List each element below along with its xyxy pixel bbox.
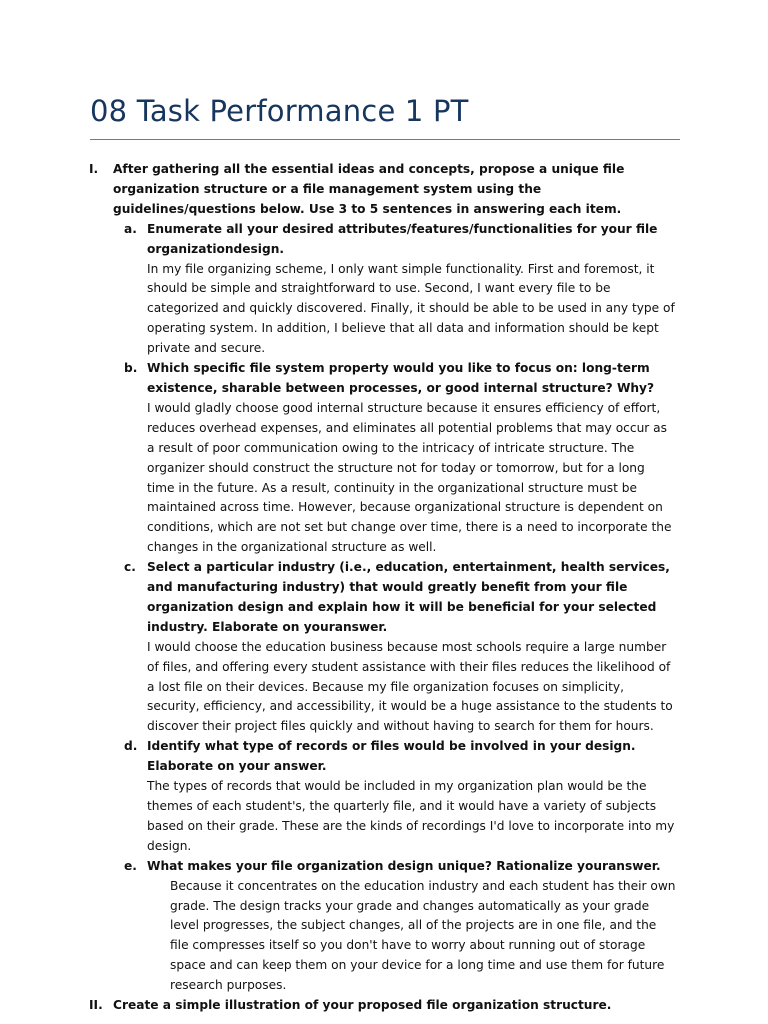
item-c-marker: c. <box>124 560 136 575</box>
section-i-items <box>0 220 768 996</box>
item-c-question: Select a particular industry (i.e., education, entertainment, health services, and manufacturing industry) that would greatly benefit from your file organization design and explain how it will be beneficial for your selected industry. Elaborate on youranswer. <box>147 560 670 634</box>
item-a-answer: In my file organizing scheme, I only want simple functionality. First and foremost, it should be simple and straightforward to use. Second, I want every file to be categorized and quickly discovered. Finally, it should be able to be used in any type of operating system. In addition, I believe that all data and information should be kept private and secure. <box>147 261 675 356</box>
item-a-question: Enumerate all your desired attributes/features/functionalities for your file organizationdesign. <box>147 221 658 256</box>
document-body <box>0 160 768 1016</box>
item-e-question: What makes your file organization design unique? Rationalize youranswer. <box>147 858 661 873</box>
list-item-b <box>0 359 768 558</box>
item-e-marker: e. <box>124 858 137 873</box>
list-item-a <box>0 220 768 359</box>
list-item-c <box>0 558 768 737</box>
title-underline <box>90 139 680 140</box>
section-i-prompt: After gathering all the essential ideas and concepts, propose a unique file organization structure or a file management system using the guidelines/questions below. Use 3 to 5 sentences in answering each item. <box>113 162 625 216</box>
section-ii-marker: II. <box>89 998 103 1013</box>
item-d-question: Identify what type of records or files would be involved in your design. Elaborate on your answer. <box>147 739 636 774</box>
item-c-answer: I would choose the education business because most schools require a large number of files, and offering every student assistance with their files reduces the likelihood of a lost file on their devices. Because my file organization focuses on simplicity, security, efficiency, and accessibility, it would be a huge assistance to the students to discover their project files quickly and without having to search for them for hours. <box>147 639 673 734</box>
item-b-marker: b. <box>124 361 138 376</box>
list-item-d <box>0 737 768 856</box>
item-d-marker: d. <box>124 739 138 754</box>
section-ii <box>0 996 768 1016</box>
section-i-marker: I. <box>89 162 99 176</box>
item-b-answer: I would gladly choose good internal structure because it ensures efficiency of effort, reduces overhead expenses, and eliminates all potential problems that may occur as a result of poor communication owing to the intricacy of intricate structure. The organizer should construct the structure not for today or tomorrow, but for a long time in the future. As a result, continuity in the organizational structure must be maintained across time. However, because organizational structure is dependent on conditions, which are not set but change over time, there is a need to incorporate the changes in the organizational structure as well. <box>147 400 672 555</box>
list-item-e <box>0 857 768 996</box>
item-b-question: Which specific file system property would you like to focus on: long-term existence, sharable between processes, or good internal structure? Why? <box>147 361 655 395</box>
document-title: 08 Task Performance 1 PT <box>90 94 469 128</box>
item-d-answer: The types of records that would be included in my organization plan would be the themes of each student's, the quarterly file, and it would have a variety of subjects based on their grade. These are the kinds of recordings I'd love to incorporate into my design. <box>147 779 675 853</box>
item-a-marker: a. <box>124 221 137 236</box>
item-e-answer: Because it concentrates on the education industry and each student has their own grade. The design tracks your grade and changes automatically as your grade level progresses, the subject changes, all of the projects are in one file, and the file compresses itself so you don't have to worry about running out of storage space and can keep them on your device for a long time and use them for future research purposes. <box>170 878 676 993</box>
section-ii-prompt: Create a simple illustration of your proposed file organization structure. <box>113 998 612 1013</box>
section-i <box>0 160 768 220</box>
